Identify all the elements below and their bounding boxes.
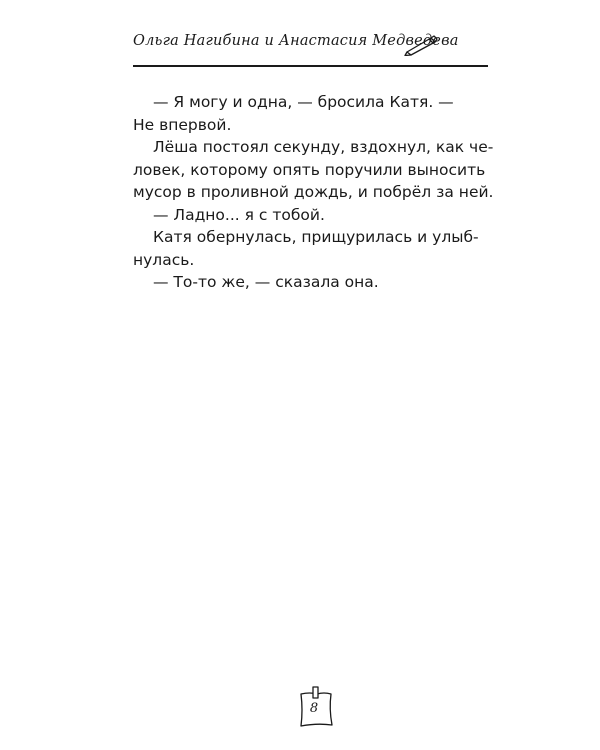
- text-line: ловек, которому опять поручили выносить: [133, 160, 486, 179]
- running-head-authors: Ольга Нагибина и Анастасия Медведева: [133, 33, 459, 49]
- page-number-badge: [296, 685, 336, 729]
- text-line: Не впервой.: [133, 115, 232, 134]
- header-rule: [133, 65, 488, 67]
- text-line: Лёша постоял секунду, вздохнул, как че-: [153, 138, 494, 156]
- text-line: мусор в проливной дождь, и побрёл за ней.: [133, 183, 494, 201]
- text-line: — Ладно... я с тобой.: [153, 205, 325, 224]
- pen-icon: [404, 34, 438, 56]
- paragraph: [133, 226, 493, 271]
- text-line: нулась.: [133, 250, 195, 269]
- paragraph: [133, 136, 493, 204]
- paragraph: [133, 204, 493, 227]
- text-line: — То-то же, — сказала она.: [153, 273, 379, 291]
- text-line: Катя обернулась, прищурилась и улыб-: [153, 228, 479, 246]
- paragraph: [133, 271, 493, 294]
- text-line: — Я могу и одна, — бросила Катя. —: [153, 93, 454, 111]
- paragraph: [133, 91, 493, 136]
- main-text: [133, 91, 493, 294]
- page-number: 8: [309, 701, 319, 716]
